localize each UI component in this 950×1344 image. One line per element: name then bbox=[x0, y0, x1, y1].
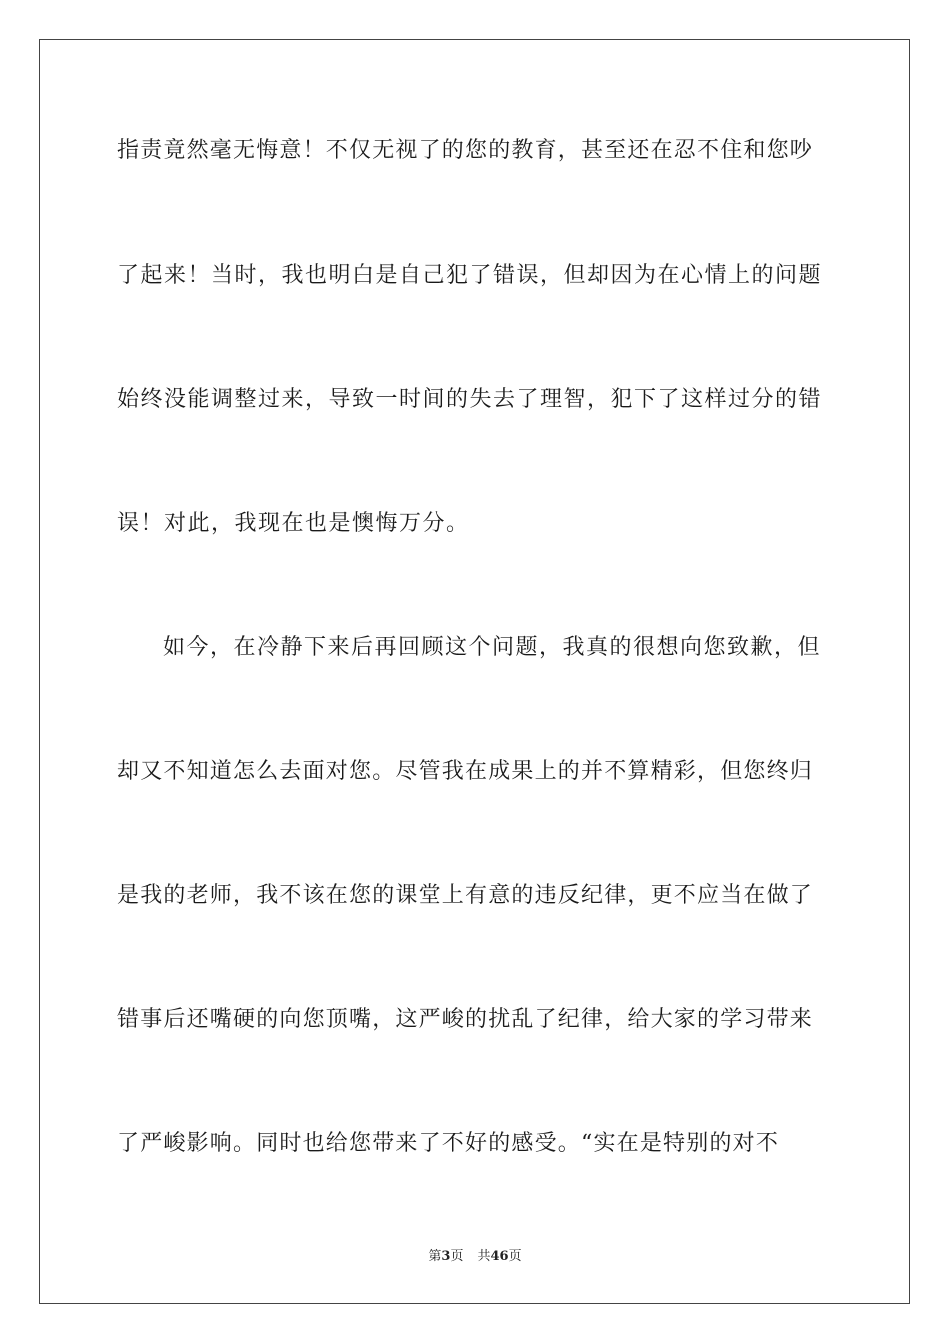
total-label-prefix: 共 bbox=[477, 1249, 491, 1264]
body-text-line: 错事后还嘴硬的向您顶嘴，这严峻的扰乱了纪律，给大家的学习带来 bbox=[117, 1007, 814, 1032]
body-text-line: 却又不知道怎么去面对您。尽管我在成果上的并不算精彩，但您终归 bbox=[117, 759, 814, 784]
body-text-line: 了起来！当时，我也明白是自己犯了错误，但却因为在心情上的问题 bbox=[117, 263, 823, 288]
page-label-suffix: 页 bbox=[450, 1249, 464, 1264]
body-text-line: 始终没能调整过来，导致一时间的失去了理智，犯下了这样过分的错 bbox=[117, 387, 823, 412]
body-text-line: 了严峻影响。同时也给您带来了不好的感受。“实在是特别的对不 bbox=[117, 1131, 780, 1156]
total-label-suffix: 页 bbox=[508, 1249, 522, 1264]
body-text-line: 指责竟然毫无悔意！不仅无视了的您的教育，甚至还在忍不住和您吵 bbox=[117, 138, 814, 163]
paragraph-start-line: 如今，在冷静下来后再回顾这个问题，我真的很想向您致歉，但 bbox=[163, 635, 822, 660]
page-label-prefix: 第 bbox=[428, 1249, 442, 1264]
body-text-line: 误！对此，我现在也是懊悔万分。 bbox=[117, 511, 470, 536]
page-footer bbox=[0, 1248, 950, 1266]
page-border bbox=[39, 39, 910, 1304]
total-page-count: 46 bbox=[490, 1249, 509, 1264]
current-page-number: 3 bbox=[441, 1249, 451, 1264]
body-text-line: 是我的老师，我不该在您的课堂上有意的违反纪律，更不应当在做了 bbox=[117, 883, 814, 908]
